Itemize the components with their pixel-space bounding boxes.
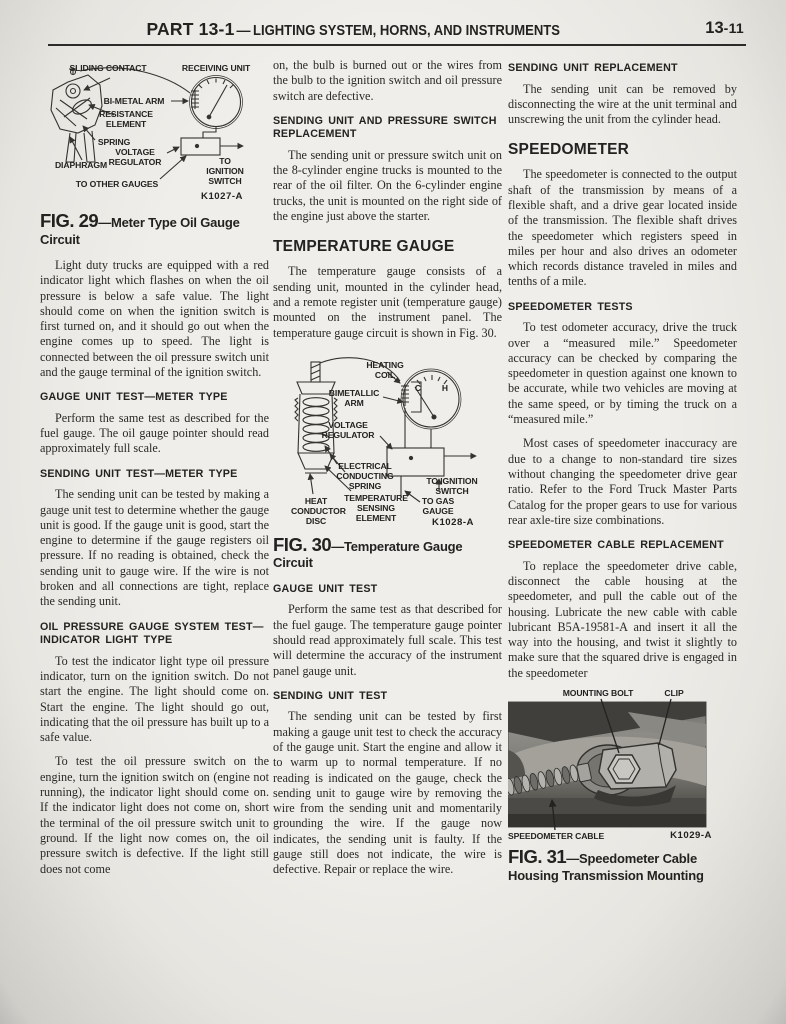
figure-31: [508, 690, 737, 884]
label-heat-conductor-disc: HEAT CONDUCTOR DISC: [291, 495, 346, 526]
paragraph: on, the bulb is burned out or the wires from the bulb to the ignition switch and oil pressure switch are defective.: [273, 58, 502, 103]
paragraph: Light duty trucks are equipped with a red indicator light which flashes on when the oil pressure is below a safe value. The light should come on when the ignition switch is first turned on, and it should go out when the engine comes up to speed. The light is connected between the oil pressure switch unit and the gauge terminal of the ignition switch.: [40, 258, 269, 380]
figure-30-art: [273, 350, 502, 532]
page-number: 13-11: [705, 19, 744, 37]
subheading: GAUGE UNIT TEST: [273, 582, 378, 595]
subheading: SENDING UNIT REPLACEMENT: [508, 62, 678, 74]
page-header: [60, 19, 680, 40]
column-3: [508, 58, 737, 894]
figure-29: [40, 60, 269, 248]
paragraph: The sending unit can be removed by disconnecting the wire at the unit terminal and unscrewing the unit from the cylinder head.: [508, 81, 737, 127]
figure-31-caption: FIG. 31—Speedometer Cable Housing Transmission Mounting: [508, 846, 704, 883]
label-resistance-element: RESISTANCE ELEMENT: [99, 109, 153, 129]
section-heading: SPEEDOMETER: [508, 141, 630, 159]
label-temperature-sensing-element: TEMPERATURE SENSING ELEMENT: [344, 492, 408, 523]
part-number: PART 13-1: [146, 19, 235, 39]
header-rule: [48, 44, 746, 46]
label-mounting-bolt: MOUNTING BOLT: [562, 688, 634, 698]
subheading: OIL PRESSURE GAUGE SYSTEM TEST—​INDICATOR LIGHT TYPE: [40, 620, 264, 647]
label-receiving-unit: RECEIVING UNIT: [181, 63, 251, 73]
label-voltage-regulator: VOLTAGE REGULATOR: [108, 147, 162, 167]
column-2: [273, 58, 502, 887]
dial-letter-c: C: [414, 382, 422, 393]
subheading: SENDING UNIT TEST—METER TYPE: [40, 467, 238, 480]
column-1: [40, 58, 269, 886]
label-to-ignition-switch: TO IGNITION SWITCH: [206, 156, 244, 186]
label-bi-metal-arm: BI-METAL ARM: [103, 96, 165, 106]
figure-29-code: K1027-A: [201, 191, 243, 202]
paragraph: To test the indicator light type oil pressure indicator, turn on the ignition switch. Do not start the engine. The light should come on. Start the engine. The light should go out, indicating that the oil pressure has built up to a safe value.: [40, 653, 269, 745]
header-dash: —: [236, 22, 251, 38]
paragraph: The sending unit or pressure switch unit on the 8-cylinder engine trucks is mounted to the rear of the oil filter. On the 6-cylinder engine trucks, the unit is mounted on the right side of the engine just above the starter.: [273, 147, 502, 224]
figure-30: [273, 350, 502, 572]
speedometer-cable-mounting-photo: [508, 690, 737, 844]
paragraph: To replace the speedometer drive cable, disconnect the cable housing at the speedometer, and pull the cable out of the housing. Lubricate the new cable with cable lubricant B5A-19581-A and insert it all the way into the housing, and twist it slightly to make sure that the squared drive is engaged in the speedometer: [508, 558, 737, 680]
label-spring: SPRING: [97, 137, 131, 147]
label-diaphragm: DIAPHRAGM: [54, 160, 108, 170]
label-sliding-contact: SLIDING CONTACT: [69, 63, 147, 73]
section-heading: TEMPERATURE GAUGE: [273, 238, 455, 256]
label-to-ignition-switch: TO IGNITION SWITCH: [426, 475, 478, 496]
dial-letter-h: H: [441, 382, 449, 393]
paragraph: The speedometer is connected to the output shaft of the transmission by means of a flexible shaft, and a drive gear located inside of the transmission. The flexible shaft drives the speedometer which registers speed in miles per hour and also drives an odometer which records distance traveled in miles and tenths of a mile.: [508, 167, 737, 289]
figure-30-code: K1028-A: [432, 516, 474, 528]
paragraph: Perform the same test as described for the fuel gauge. The oil gauge pointer should read approximately full scale.: [40, 410, 269, 456]
subheading: SPEEDOMETER CABLE REPLACEMENT: [508, 539, 724, 552]
paragraph: Perform the same test as that described for the fuel gauge. The temperature gauge pointer should read approximately full scale. This test will determine the accuracy of the instrument panel gauge unit.: [273, 602, 502, 678]
subheading: GAUGE UNIT TEST—METER TYPE: [40, 391, 228, 404]
paragraph: The temperature gauge consists of a sending unit, mounted in the cylinder head, and a remote register unit (temperature gauge) mounted on the instrument panel. The temperature gauge circuit is shown in Fig. 30.: [273, 264, 502, 340]
label-bimetallic-arm: BIMETALLIC ARM: [328, 387, 380, 408]
label-clip: CLIP: [664, 688, 684, 698]
label-heating-coil: HEATING COIL: [366, 359, 404, 380]
figure-31-code: K1029-A: [670, 830, 712, 841]
label-to-other-gauges: TO OTHER GAUGES: [75, 179, 159, 189]
subheading: SPEEDOMETER TESTS: [508, 300, 633, 313]
part-title: LIGHTING SYSTEM, HORNS, AND INSTRUMENTS: [252, 23, 560, 39]
figure-29-caption: FIG. 29—Meter Type Oil Gauge Circuit: [40, 210, 240, 247]
subheading: SENDING UNIT AND PRESSURE SWITCH REPLACEMENT: [273, 114, 497, 141]
label-voltage-regulator: VOLTAGE REGULATOR: [321, 419, 375, 440]
paragraph: To test the oil pressure switch on the engine, turn the ignition switch on (engine not running), the indicator light should come on. If the indicator light does not come on, short the terminal of the oil pressure switch unit to ground. If the light now comes on, the oil pressure switch is defective. If the light still does not come: [40, 754, 269, 876]
paragraph: Most cases of speedometer inaccuracy are due to a change to non-standard tire sizes without changing the speedometer drive gear ratio. Refer to the Ford Truck Master Parts Catalog for the proper gears to use for various rear axle-tire size combinations.: [508, 436, 737, 527]
label-electrical-conducting-spring: ELECTRICAL CONDUCTING SPRING: [336, 460, 394, 491]
label-to-gas-gauge: TO GAS GAUGE: [421, 495, 455, 516]
figure-30-caption: FIG. 30—Temperature Gauge Circuit: [273, 533, 463, 571]
subheading: SENDING UNIT TEST: [273, 689, 388, 702]
figure-29-art: [40, 60, 269, 208]
label-speedometer-cable: SPEEDOMETER CABLE: [508, 831, 605, 841]
paragraph: To test odometer accuracy, drive the truck over a “measured mile.” Speedometer accuracy can be checked by comparing the speedometer in question against one known to be accurate, while two vehicles are moving at the same speed, or by timing the truck on a “measured mile.”: [508, 320, 737, 427]
paragraph: The sending unit can be tested by making a gauge unit test to determine whether the gauge unit is good. If the gauge unit is good, start the engine to determine if the gauge registers oil pressure. If no reading is obtained, check the sending unit to gauge wire. If the wire is not broken and all connections are tight, replace the sending unit.: [40, 487, 269, 609]
paragraph: The sending unit can be tested by first making a gauge unit test to check the accuracy of the gauge unit. Start the engine and allow it to warm up to normal temperature. If no reading is indicated on the gauge, check the sending unit to gauge wire by removing the wire from the sending unit and momentarily grounding the wire. If the gauge now indicates, the sending unit is faulty. If the gauge still does not indicate, the wire is defective. Repair or replace the wire.: [273, 709, 502, 877]
figure-31-art: [508, 690, 737, 844]
